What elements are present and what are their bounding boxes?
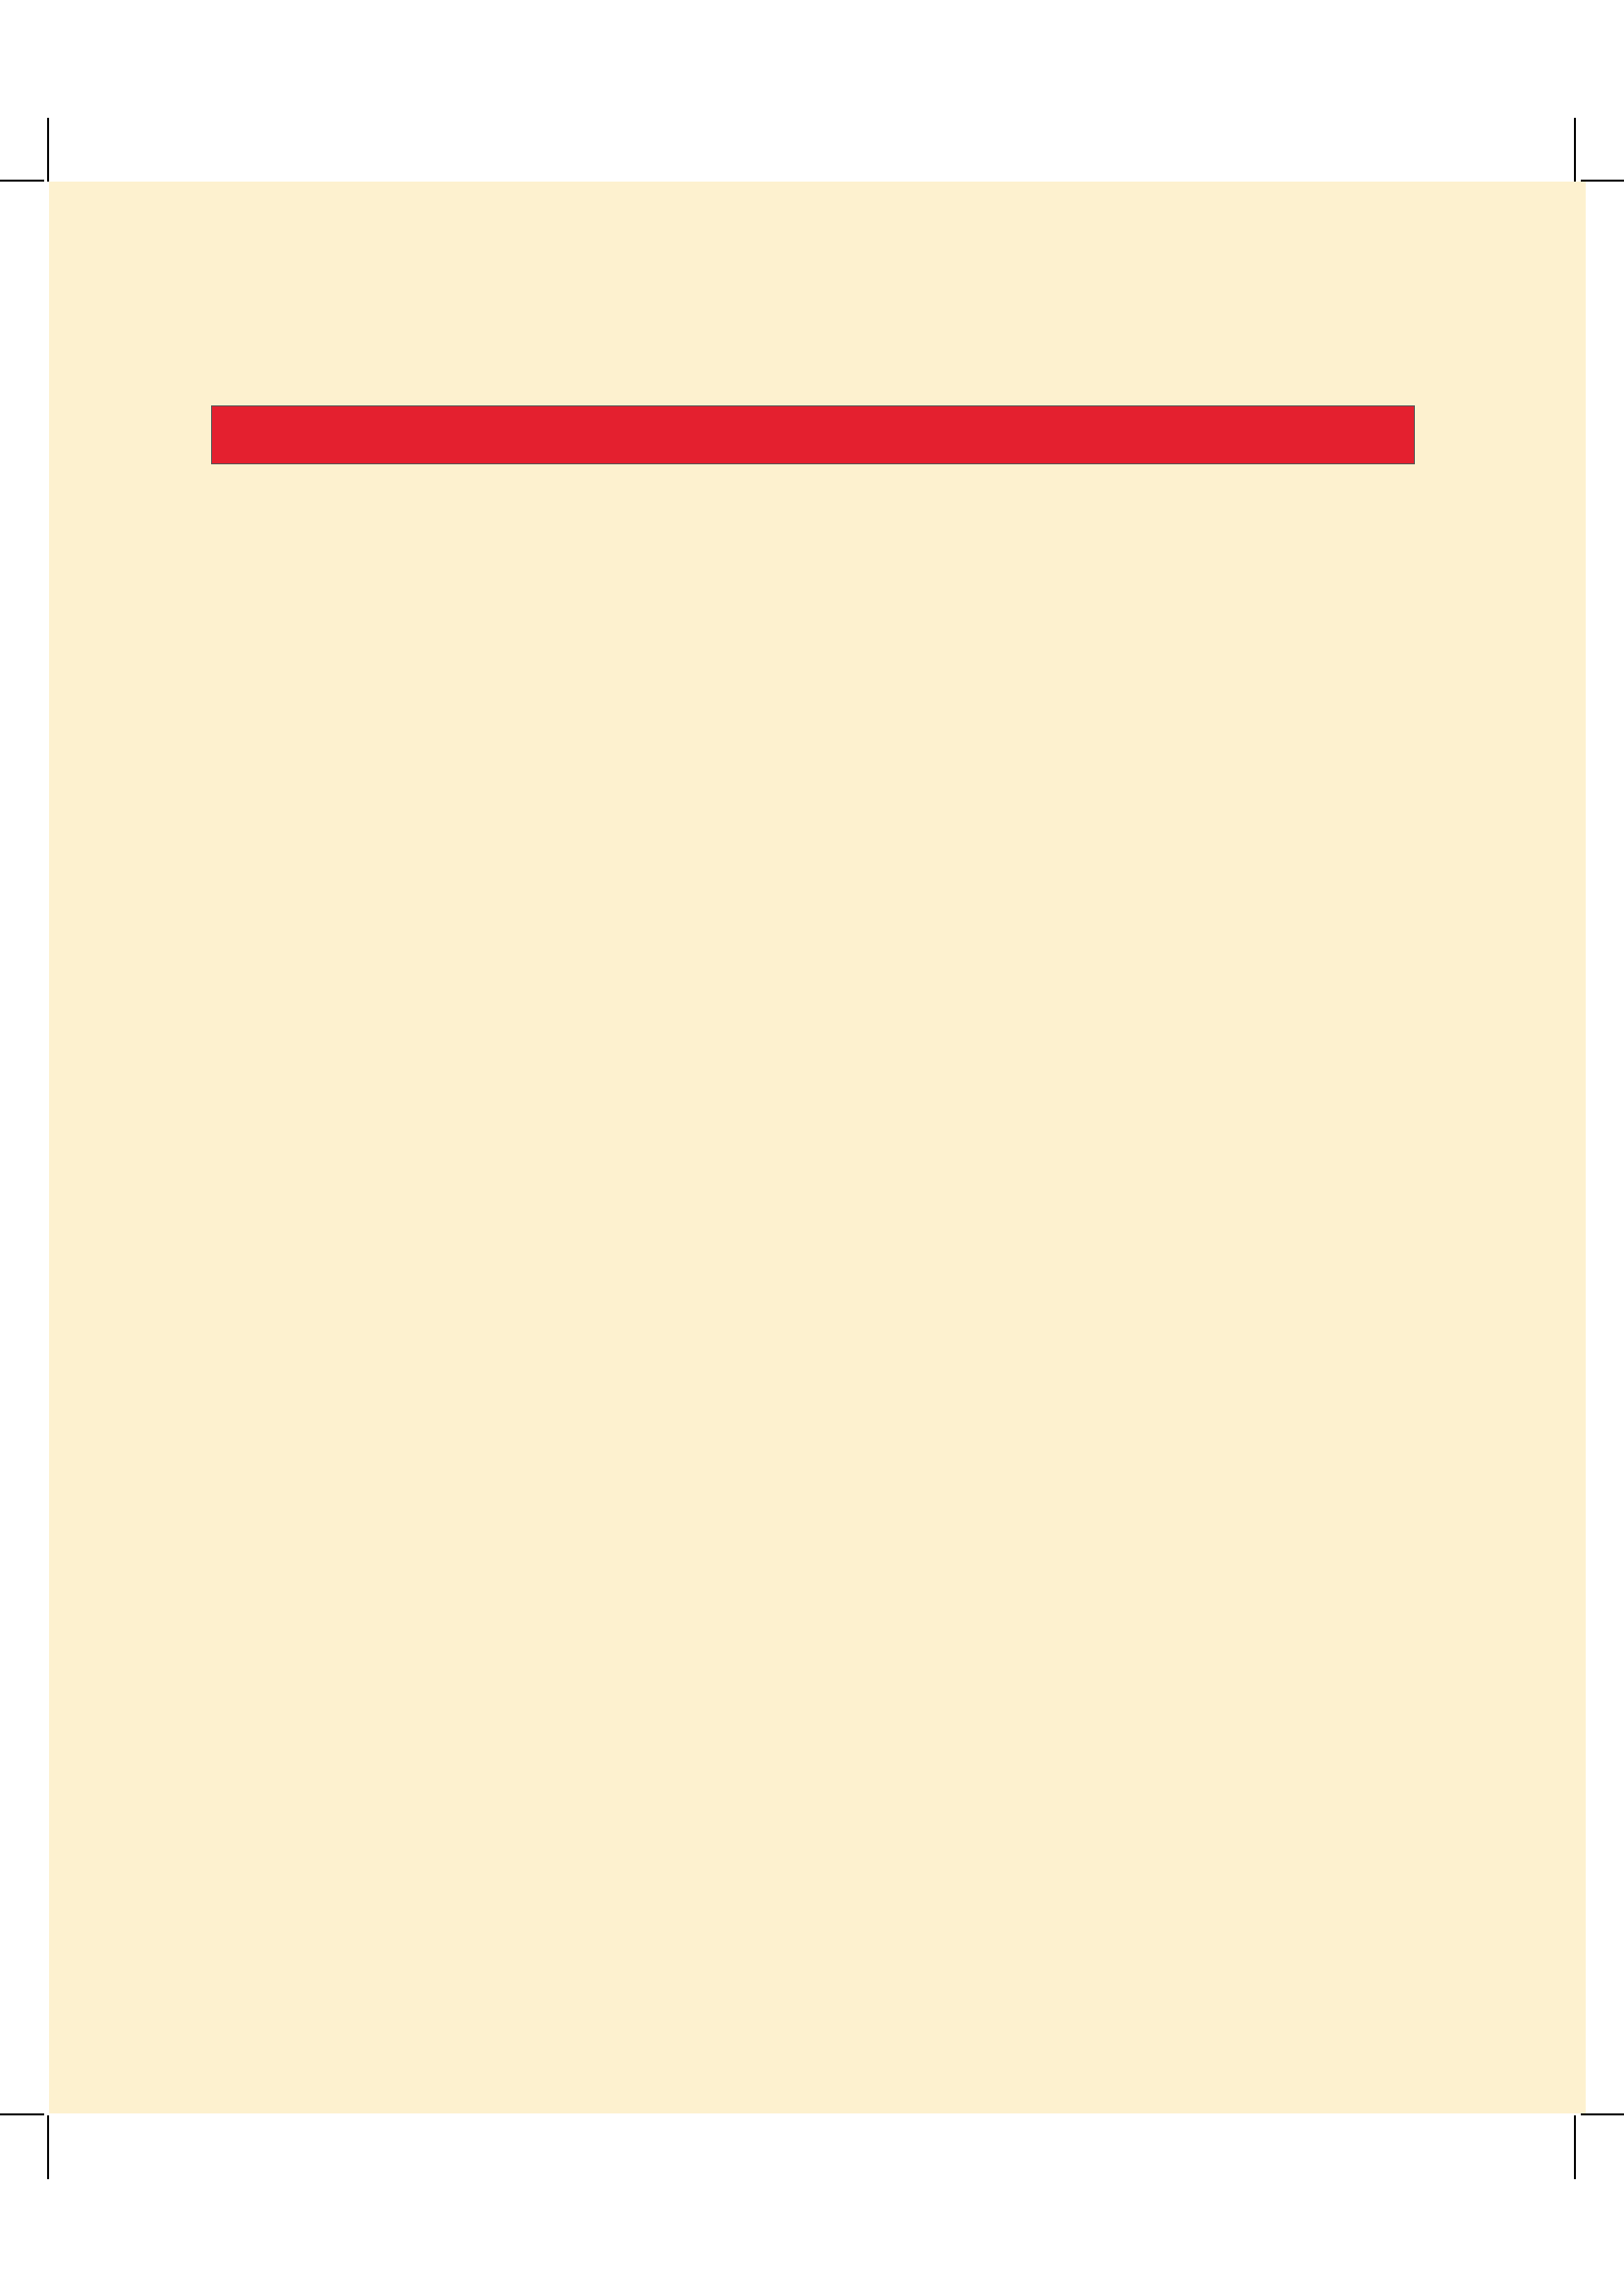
crop-mark [1581,2113,1624,2115]
ministry-logo [84,1946,242,2073]
crop-mark [0,180,44,182]
crop-mark [1574,2115,1576,2179]
crop-mark [47,118,49,182]
crop-mark [0,2113,44,2115]
ministry-logo-dots-icon [134,1946,271,2004]
crop-mark [47,2115,49,2179]
crop-mark [1581,180,1624,182]
table-header [212,406,1415,464]
figures-index-table [211,405,1415,464]
crop-mark [1574,118,1576,182]
